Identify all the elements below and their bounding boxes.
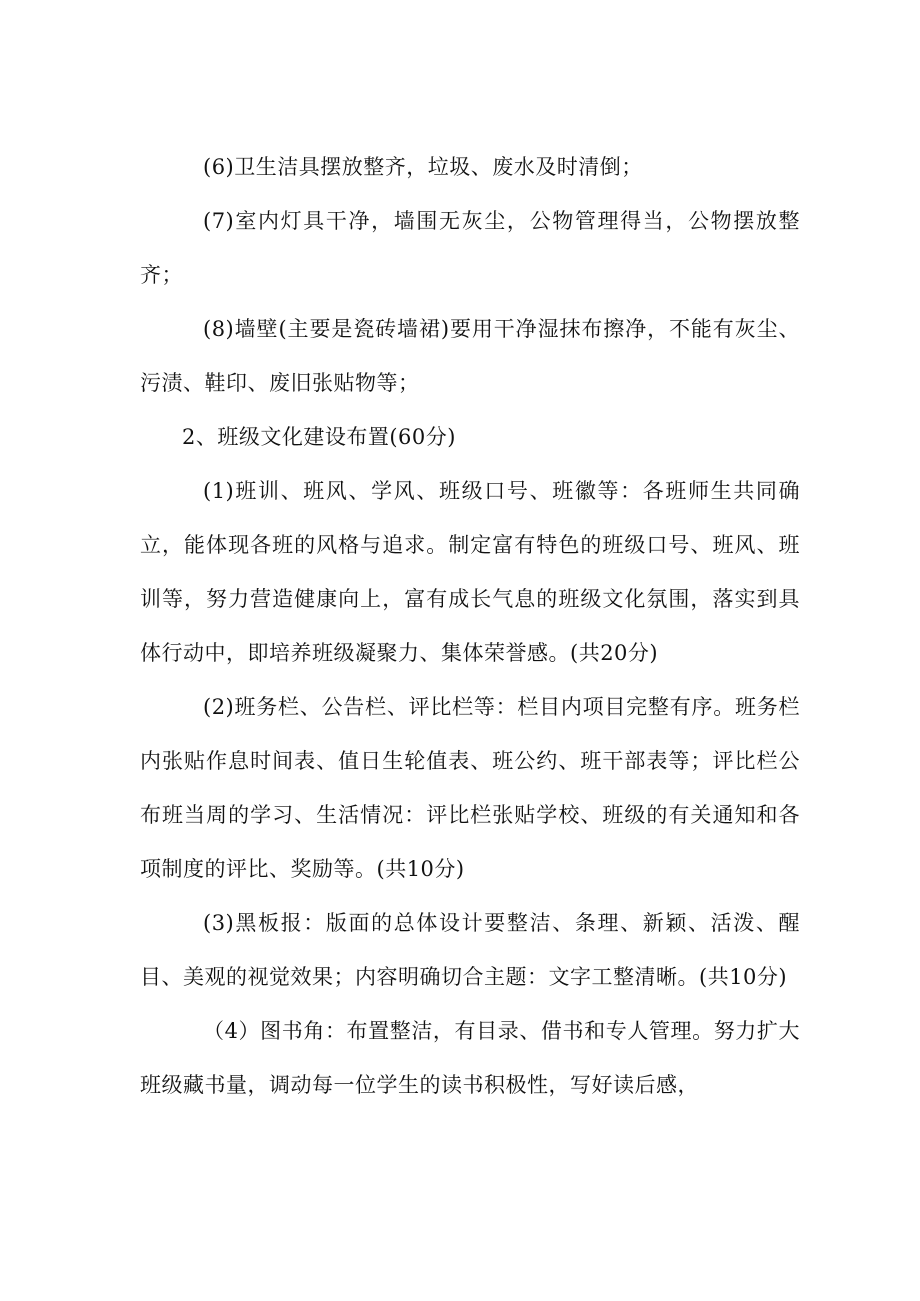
item-7-paragraph: (7)室内灯具干净，墙围无灰尘，公物管理得当，公物摆放整齐； (140, 209, 800, 287)
item-8-paragraph: (8)墙壁(主要是瓷砖墙裙)要用干净湿抹布擦净，不能有灰尘、污渍、鞋印、废旧张贴物等； (140, 317, 800, 395)
item-6-paragraph: (6)卫生洁具摆放整齐，垃圾、废水及时清倒； (203, 155, 643, 179)
section-2-item-1-paragraph: (1)班训、班风、学风、班级口号、班徽等：各班师生共同确立，能体现各班的风格与追求。制定富有特色的班级口号、班风、班训等，努力营造健康向上，富有成长气息的班级文化氛围，落实到具体行动中，即培养班级凝聚力、集体荣誉感。(共20分) (140, 479, 800, 665)
section-2-item-3-paragraph: (3)黑板报：版面的总体设计要整洁、条理、新颖、活泼、醒目、美观的视觉效果；内容明确切合主题：文字工整清晰。(共10分) (140, 911, 800, 989)
section-2-heading: 2、班级文化建设布置(60分) (182, 425, 456, 449)
document-body (140, 140, 800, 1112)
section-2-item-4-paragraph: （4）图书角：布置整洁，有目录、借书和专人管理。努力扩大班级藏书量，调动每一位学生的读书积极性，写好读后感， (140, 1019, 800, 1097)
section-2-item-2-paragraph: (2)班务栏、公告栏、评比栏等：栏目内项目完整有序。班务栏内张贴作息时间表、值日生轮值表、班公约、班干部表等；评比栏公布班当周的学习、生活情况：评比栏张贴学校、班级的有关通知和各项制度的评比、奖励等。(共10分) (140, 695, 800, 881)
